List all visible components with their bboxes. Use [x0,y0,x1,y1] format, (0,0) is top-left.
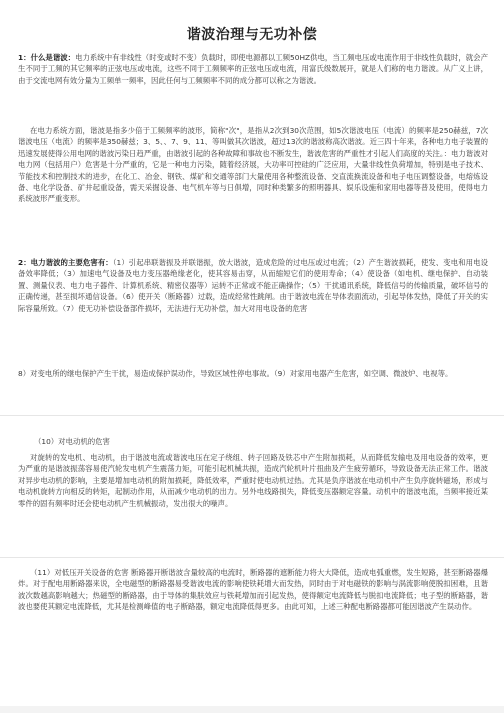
paragraph-text: 电力系统中有非线性（时变或时不变）负载时，即使电源都以工频50HZ供电，当工频电压或电流作用于非线性负载时，就会产生不同于工频的其它频率的正弦电压或电流，这些不同于工频频率的正弦电压或电流，用富氏级数展开，就是人们称的电力谐波。从广义上讲，由于交流电网有效分量为工频单一频率，因此任何与工频频率不同的成分都可以称之为谐波。 [18,53,488,85]
page-bottom-edge [0,706,504,713]
document-title: 谐波治理与无功补偿 [186,27,318,43]
section-harmonic-hazards [18,257,488,314]
section-what-is-harmonic [18,52,488,86]
paragraph-motor-hazards: 对旋转的发电机、电动机，由于谐波电流或谐波电压在定子绕组、转子回路及铁芯中产生附加损耗，从而降低发输电及用电设备的效率，更为严重的是谐波振荡容易使汽轮发电机产生震荡力矩，可能引起机械共振，造成汽轮机叶片扭曲及产生疲劳循环，导致设备无法正常工作。谐波对异步电动机的影响，主要是增加电动机的附加损耗，降低效率，严重时使电动机过热。尤其是负序谐波在电动机中产生负序旋转磁场，形成与电动机旋转方向相反的转矩，起制动作用，从而减少电动机的出力。另外电线路损失，降低变压器额定容量。动机中的谐波电流，当频率接近某零件的固有频率时还会使电动机产生机械振动，发出很大的噪声。 [18,453,488,508]
paragraph-switchgear-hazards: （11）对低压开关设备的危害 断路器开断谐波含量较高的电流时，断路器的遮断能力将大大降低，造成电弧重燃，发生短路，甚至断路器爆炸。对于配电用断路器来说，全电磁型的断路器易受谐波电流的影响使铁耗增大而发热，同时由于对电磁铁的影响与涡流影响使脱扣困难，且谐波次数越高影响越大；热磁型的断路器，由于导体的集肤效应与铁耗增加而引起发热，使得额定电流降低与脱扣电流降低；电子型的断路器，谐波也要使其额定电流降低，尤其是检测峰值的电子断路器，额定电流降低得更多。由此可知，上述三种配电断路器都可能因谐波产生误动作。 [18,568,488,612]
paragraph-relay-protection: 8）对变电所的继电保护产生干扰，易造成保护误动作，导致区域性停电事故。（9）对家用电器产生危害，如空调、微波炉、电视等。 [18,369,453,378]
paragraph-harmonic-definition: 在电力系统方面，谐波是指多少倍于工频频率的波形，简称"次"，是指从2次到30次范围，如5次谐波电压（电流）的频率是250赫兹，7次谐波电压（电流）的频率是350赫兹；3、5、、7、9、11、等叫做其次谐波，超过13次的谐波称高次谐波。近三四十年来，各种电力电子装置的迅速发展使得公用电网的谐波污染日趋严重，由谐波引起的各种故障和事故也不断发生，谐波危害的严重性才引起人们高度的关注。：电力谐波对电力网（包括用户）危害是十分严重的，它是一种电力污染，随着经济展，大功率可控硅的广泛应用，大量非线性负荷增加，特别是电子技术、节能技术和控制技术的进步，在化工、冶金、钢铁、煤矿和交通等部门大量使用各种整流设备、交直流换流设备和电子电压调整设备，电熔炼设备、电化学设备、矿井起重设备，需天采掘设备、电气机车等与日俱增，同时种类繁多的照明器具、娱乐设施和家用电器等普及使用，使得电力系统波形严重变形。 [18,126,488,204]
page-divider [0,415,504,416]
section-heading: 1：什么是谐波： [18,53,76,62]
page-divider [0,557,504,558]
paragraph-text: （1）引起串联谐振及并联谐振，放大谐波，造成危险的过电压或过电流；（2）产生谐波损耗，使发、变电和用电设备效率降低；（3）加速电气设备及电力变压器绝缘老化，使其容易击穿，从而缩短它们的使用寿命；（4）使设备（如电机、继电保护、自动装置、测量仪表、电力电子器件、计算机系统、精密仪器等）运转不正常或不能正确操作；（5）干扰通讯系统，降低信号的传输质量，破坏信号的正确传递，甚至损坏通信设备。（6）使开关（断路器）过载，造成经常性跳闸。由于谐波电流在导体表面流动，引起导体发热，降低了开关的实际容量所致。（7）使无功补偿设备部件损坏，无法进行无功补偿，加大对用电设备的危害 [18,258,488,313]
section-heading-motor: （10）对电动机的危害 [34,437,110,446]
section-heading: 2：电力谐波的主要危害有： [18,258,113,267]
